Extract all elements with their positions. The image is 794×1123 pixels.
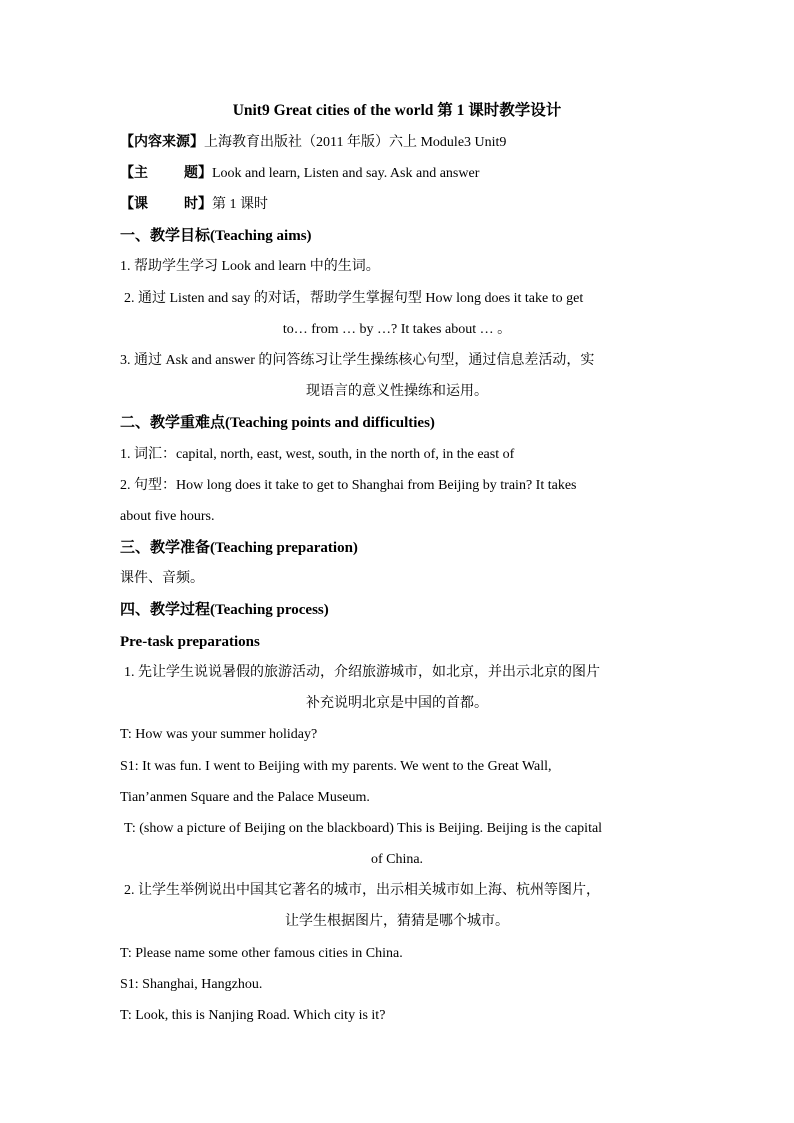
point-item-2-line-2: about five hours. xyxy=(120,509,215,524)
period-line xyxy=(120,195,268,215)
period-label-start: 【课 xyxy=(120,197,148,212)
point-item-2-line-1: 2. 句型：How long does it take to get to Shanghai from Beijing by train? It takes xyxy=(120,478,577,493)
document-title: Unit9 Great cities of the world 第 1 课时教学设计 xyxy=(232,102,562,119)
dialogue-line-4: T: Please name some other famous cities in China. xyxy=(120,946,403,961)
aim-item-2-line-1: 2. 通过 Listen and say 的对话，帮助学生掌握句型 How long does it take to get xyxy=(124,291,584,306)
preparation-text: 课件、音频。 xyxy=(120,571,204,586)
aim-item-2-line-2: to… from … by …? It takes about … 。 xyxy=(282,322,512,337)
source-value: 上海教育出版社（2011 年版）六上 Module3 Unit9 xyxy=(204,135,507,150)
preparation-heading: 三、教学准备(Teaching preparation) xyxy=(120,540,358,556)
aim-item-3-line-2: 现语言的意义性操练和运用。 xyxy=(306,384,488,399)
topic-line xyxy=(120,164,479,184)
point-item-1: 1. 词汇：capital, north, east, west, south, in the north of, in the east of xyxy=(120,447,515,462)
step-1-line-2: 补充说明北京是中国的首都。 xyxy=(306,696,488,711)
dialogue-line-6: T: Look, this is Nanjing Road. Which city is it? xyxy=(120,1008,386,1023)
dialogue-line-5: S1: Shanghai, Hangzhou. xyxy=(120,977,263,992)
dialogue-line-3b: of China. xyxy=(370,852,424,867)
period-label-end: 时】 xyxy=(184,197,212,212)
step-2-line-2: 让学生根据图片，猜猜是哪个城市。 xyxy=(285,914,509,929)
points-heading: 二、教学重难点(Teaching points and difficulties) xyxy=(120,415,435,431)
period-value: 第 1 课时 xyxy=(212,197,268,212)
topic-label-end: 题】 xyxy=(184,166,212,181)
pretask-heading: Pre-task preparations xyxy=(120,634,260,650)
process-heading: 四、教学过程(Teaching process) xyxy=(120,602,329,618)
dialogue-line-2a: S1: It was fun. I went to Beijing with my parents. We went to the Great Wall, xyxy=(120,759,552,774)
aims-heading: 一、教学目标(Teaching aims) xyxy=(120,228,312,244)
dialogue-line-2b: Tian’anmen Square and the Palace Museum. xyxy=(120,790,370,805)
topic-label-start: 【主 xyxy=(120,166,148,181)
step-1-line-1: 1. 先让学生说说暑假的旅游活动，介绍旅游城市，如北京，并出示北京的图片 xyxy=(124,665,600,680)
aim-item-1: 1. 帮助学生学习 Look and learn 中的生词。 xyxy=(120,259,380,274)
source-label: 【内容来源】 xyxy=(120,135,204,150)
source-line xyxy=(120,133,506,153)
step-2-line-1: 2. 让学生举例说出中国其它著名的城市，出示相关城市如上海、杭州等图片， xyxy=(124,883,600,898)
topic-value: Look and learn, Listen and say. Ask and answer xyxy=(212,166,480,181)
aim-item-3-line-1: 3. 通过 Ask and answer 的问答练习让学生操练核心句型，通过信息差活动，实 xyxy=(120,353,595,368)
dialogue-line-1: T: How was your summer holiday? xyxy=(120,727,318,742)
dialogue-line-3a: T: (show a picture of Beijing on the blackboard) This is Beijing. Beijing is the capital xyxy=(124,821,603,836)
